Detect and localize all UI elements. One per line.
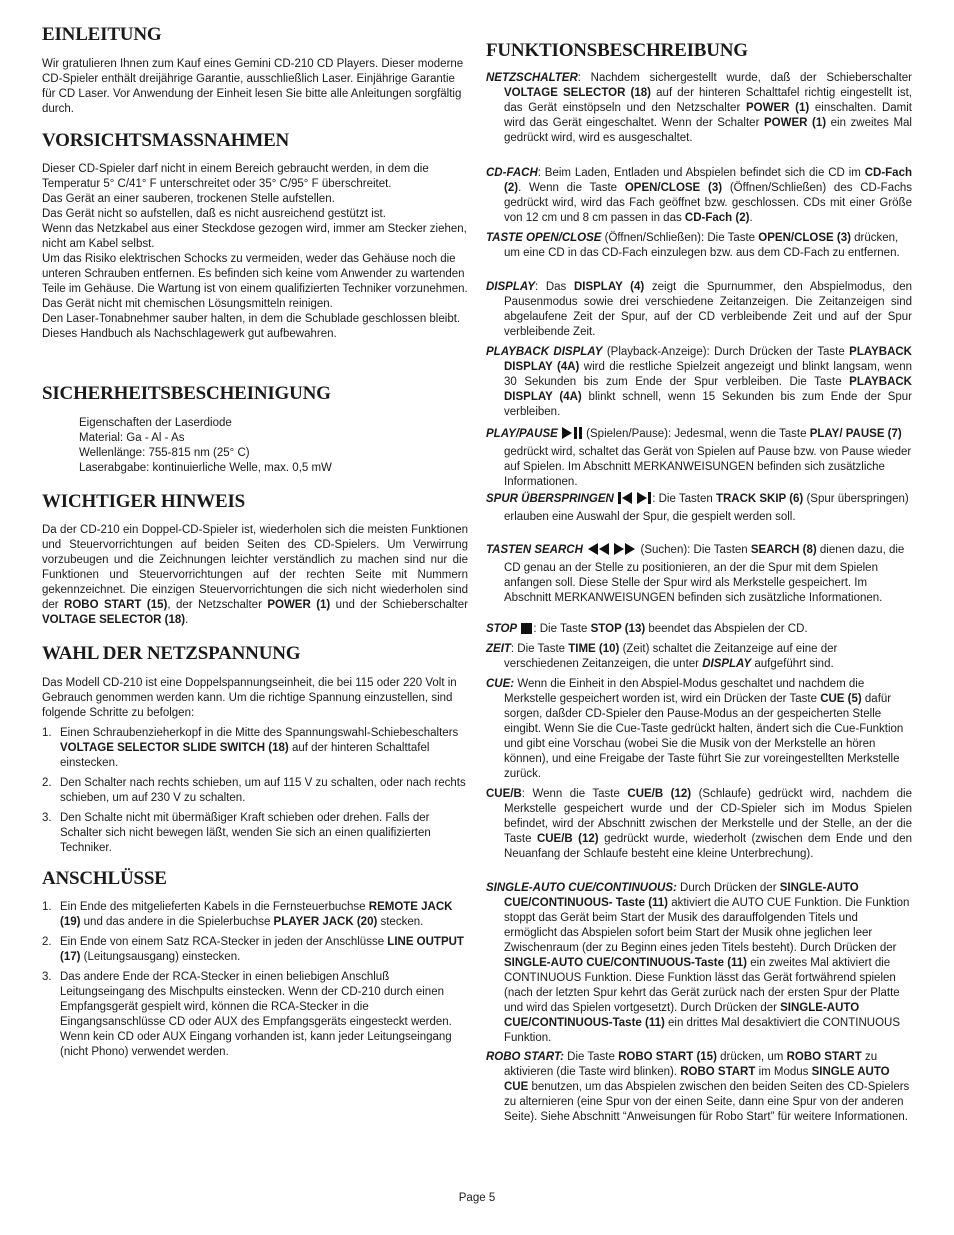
list-item: 2. Den Schalter nach rechts schieben, um auf 115 V zu schalten, oder nach rechts schieben, um auf 230 V zu schalten. [42,777,466,804]
entry-play-pause: PLAY/PAUSE (Spielen/Pause): Jedesmal, wenn die Taste PLAY/ PAUSE (7) gedrückt wird, schaltet das Gerät von Spielen auf Pause bzw. von Pause wieder auf Spielen. Im Abschnitt MERKANWEISUNGEN befinden sich zusätzliche Informationen. [486,428,912,488]
vorsicht-line: Das Gerät nicht so aufstellen, daß es nicht ausreichend gestützt ist. [42,208,386,220]
vorsicht-line: Das Gerät nicht mit chemischen Lösungsmitteln reinigen. [42,298,333,310]
anschluesse-steps [42,900,468,1060]
hinweis-text: Da der CD-210 ein Doppel-CD-Spieler ist, wiederholen sich die meisten Funktionen und Steuervorrichtungen auf beiden Seiten des CD-Spielers. Um Verwirrung vorzubeugen und die Zeichnungen leichter verständlich zu machen sind nur die Funktionen und Steuervorrichtungen auf der rechten Seite mit Nummern gekennzeichnet. Die einzigen Steuervorrichtungen die sich nicht wiederholen sind der ROBO START (15), der Netzschalter POWER (1) und der Schieberschalter VOLTAGE SELECTOR (18). [42,524,468,626]
search-forward-icon [613,542,637,561]
entry-open-close: TASTE OPEN/CLOSE (Öffnen/Schließen): Die Taste OPEN/CLOSE (3) drücken, um eine CD in das CD-Fach einzulegen bzw. aus dem CD-Fach zu entfernen. [486,232,900,259]
skip-forward-icon [636,491,652,510]
entry-netzschalter: NETZSCHALTER: Nachdem sichergestellt wurde, daß der Schieberschalter VOLTAGE SELECTOR (18) auf der hinteren Schalttafel richtig eingestellt ist, das Gerät einstöpseln und den Netzschalter POWER (1) einschalten. Damit wird das Gerät eingeschaltet. Wenn der Schalter POWER (1) ein zweites Mal gedrückt wird, wird es ausgeschaltet. [486,72,912,144]
list-item: 2. Ein Ende von einem Satz RCA-Stecker in jeden der Anschlüsse LINE OUTPUT (17) (Leitungsausgang) einstecken. [42,936,464,963]
entry-cue: CUE: Wenn die Einheit in den Abspiel-Modus geschaltet und nachdem die Merkstelle gespeichert worden ist, wird ein Drücken der Taste CUE (5) dafür sorgen, daßder CD-Spieler den Pause-Modus an der gespeicherten Stelle eingibt. Wenn Sie die Cue-Taste gedrückt halten, ändert sich die Cue-Funktion und gibt eine Vorschau (wobei Sie die Musik von der Merkstelle an hören können), und eine Freigabe der Taste führt Sie zur voreingestellten Merkstelle zurück. [486,678,904,780]
list-item: 3. Das andere Ende der RCA-Stecker in einen beliebigen Anschluß Leitungseingang des Mischpults einstecken. Wenn der CD-210 durch einen Empfangsgerät gespielt wird, können die RCA-Stecker in die Eingangsanschlüsse CD oder AUX des Empfangsgeräts eingesteckt werden. Wenn kein CD oder AUX Eingang vorhanden ist, kann jeder Leitungseingang (nicht Phono) verwendet werden. [42,971,452,1058]
page-number: Page 5 [458,1192,496,1204]
heading-vorsichtsmassnahmen: VORSICHTSMASSNAHMEN [42,130,290,151]
entry-stop: STOP : Die Taste STOP (13) beendet das Abspielen der CD. [486,622,912,640]
entry-display: DISPLAY: Das DISPLAY (4) zeigt die Spurnummer, den Abspielmodus, den Pausenmodus sowie drei verschiedene Zeitanzeigen. Die Zeitanzeigen sind abgelaufene Zeit der Spur, auf der CD verbleibende Zeit und auf der Spur verbleibende Zeit. [486,281,912,338]
list-item: 3. Den Schalte nicht mit übermäßiger Kraft schieben oder drehen. Falls der Schalter sich nicht bewegen läßt, wenden Sie sich an einen qualifizierten Techniker. [42,812,431,854]
entry-cd-fach: CD-FACH: Beim Laden, Entladen und Abspielen befindet sich die CD im CD-Fach (2). Wenn die Taste OPEN/CLOSE (3) (Öffnen/Schließen) des CD-Fachs gedrückt wird, wird das Fach geöffnet bzw. geschlossen. CDs mit einer Größe von 12 cm und 8 cm passen in das CD-Fach (2). [486,167,912,224]
vorsicht-line: Den Laser-Tonabnehmer sauber halten, in dem die Schublade geschlossen bleibt. [42,313,461,325]
entry-spur-ueberspringen: SPUR ÜBERSPRINGEN : Die Tasten TRACK SKIP (6) (Spur überspringen) erlauben eine Auswahl der Spur, die gespielt werden soll. [486,493,909,523]
heading-sicherheitsbescheinigung: SICHERHEITSBESCHEINIGUNG [42,383,331,404]
heading-wahl-der-netzspannung: WAHL DER NETZSPANNUNG [42,643,301,664]
search-back-icon [586,542,610,561]
list-item: 1. Einen Schraubenzieherkopf in die Mitte des Spannungswahl-Schiebeschalters VOLTAGE SELECTOR SLIDE SWITCH (18) auf der hinteren Schalttafel einstecken. [42,727,459,769]
laser-specs: Eigenschaften der Laserdiode Material: Ga - Al - As Wellenlänge: 755-815 nm (25° C) Laserabgabe: kontinuierliche Welle, max. 0,5 mW [79,417,332,474]
entry-single-auto-cue: SINGLE-AUTO CUE/CONTINUOUS: Durch Drücken der SINGLE-AUTO CUE/CONTINUOUS- Taste (11) aktiviert die AUTO CUE Funktion. Die Funktion stoppt das Gerät beim Start der Musik des darauffolgenden Titels und ermöglicht das Abspielen sofort beim Start der Musik ohne jeglichen leer Zwischenraum (der zu Beginn eines jeden Titels besteht). Durch Drücken der SINGLE-AUTO CUE/CONTINUOUS-Taste (11) ein zweites Mal aktiviert die CONTINUOUS Funktion. Diese Funktion lässt das Gerät fortwährend spielen (nach der letzten Spur kehrt das Gerät zurück nach der ersten Spur der Platte und wird das Spielen vortgesetzt). Durch Drücken der SINGLE-AUTO CUE/CONTINUOUS-Taste (11) ein drittes Mal desaktiviert die CONTINUOUS Funktion. [486,882,910,1044]
list-item: 1. Ein Ende des mitgelieferten Kabels in die Fernsteuerbuchse REMOTE JACK (19) und das andere in die Spielerbuchse PLAYER JACK (20) stecken. [42,901,453,928]
entry-robo-start: ROBO START: Die Taste ROBO START (15) drücken, um ROBO START zu aktivieren (die Taste wird blinken). ROBO START im Modus SINGLE AUTO CUE benutzen, um das Abspielen zwischen den beiden Seiten des CD-Spielers zu alternieren (eine Spur von der einen Seite, dann eine Spur von der anderen Seite). Siehe Abschnitt “Anweisungen für Robo Start” für weitere Informationen. [486,1051,910,1123]
heading-anschluesse: ANSCHLÜSSE [42,868,167,889]
vorsicht-line: Dieses Handbuch als Nachschlagewerk gut aufbewahren. [42,328,337,340]
skip-back-icon [617,491,633,510]
entry-cue-b: CUE/B: Wenn die Taste CUE/B (12) (Schlaufe) gedrückt wird, nachdem die Merkstelle gespeichert wurde und der CD-Spieler sich im Modus Spielen befindet, wird der Abschnitt zwischen der Merkstelle und der Stelle, an der die Taste CUE/B (12) gedrückt wurde, wiederholt (zwischen dem Ende und den Neuanfang der Schlaufe besteht eine kleine Unterbrechung). [486,788,912,860]
heading-wichtiger-hinweis: WICHTIGER HINWEIS [42,491,246,512]
vorsicht-line: Wenn das Netzkabel aus einer Steckdose gezogen wird, immer am Stecker ziehen, nicht am Kabel selbst. [42,223,467,250]
spannung-steps [42,726,468,856]
entry-tasten-search: TASTEN SEARCH (Suchen): Die Tasten SEARCH (8) dienen dazu, die CD genau an der Stelle zu positionieren, an der die Spur mit dem Spielen anfangen soll. Diese Stelle der Spur wird als Merkstelle gespeichert. Im Abschnitt MERKANWEISUNGEN befinden sich zusätzliche Informationen. [486,544,905,604]
vorsicht-line: Dieser CD-Spieler darf nicht in einem Bereich gebraucht werden, in dem die Temperatur 5° C/41° F unterschreitet oder 35° C/95° F überschreitet. [42,163,429,190]
spannung-text: Das Modell CD-210 ist eine Doppelspannungseinheit, die bei 115 oder 220 Volt in Gebrauch genommen werden kann. Um die richtige Spannung einzustellen, sind folgende Schritte zu befolgen: 1. Einen Schraubenzieherkopf in die Mitte des Spannungswahl-Schiebeschalters VOLTAGE SELECTOR SLIDE SWITCH (18) auf der hinteren Schalttafel einstecken. 2. Den Schalter nach rechts schieben, um auf 115 V zu schalten, oder nach rechts schieben, um auf 230 V zu schalten. 3. Den Schalte nicht mit übermäßiger Kraft schieben oder drehen. Falls der Schalter sich nicht bewegen läßt, wenden Sie sich an einen qualifizierten Techniker. [42,676,468,861]
entry-playback-display: PLAYBACK DISPLAY (Playback-Anzeige): Durch Drücken der Taste PLAYBACK DISPLAY (4A) wird die restliche Spielzeit angezeigt und blinkt langsam, wenn 30 Sekunden bis zum Ende der Spur verbleiben. Die Taste PLAYBACK DISPLAY (4A) blinkt schnell, wenn 15 Sekunden bis zum Ende der Spur verbleiben. [486,346,912,418]
entry-zeit: ZEIT: Die Taste TIME (10) (Zeit) schaltet die Zeitanzeige auf eine der verschiedenen Zeitanzeigen, die unter DISPLAY aufgeführt sind. [486,643,838,670]
einleitung-text: Wir gratulieren Ihnen zum Kauf eines Gemini CD-210 CD Players. Dieser moderne CD-Spieler enthält dreijährige Garantie, ausschließlich Laser. Einjährige Garantie für CD Laser. Vor Anwendung der Einheit lesen Sie bitte alle Anleitungen sorgfältig durch. [42,58,464,115]
vorsicht-line: Um das Risiko elektrischen Schocks zu vermeiden, weder das Gehäuse noch die unteren Schrauben entfernen. Es befinden sich keine vom Anwender zu wartenden Teile im Gehäuse. Die Wartung ist von einem qualifizierten Techniker vorzunehmen. [42,253,468,295]
vorsicht-text [42,162,468,342]
heading-funktionsbeschreibung: FUNKTIONSBESCHREIBUNG [486,40,748,61]
heading-einleitung: EINLEITUNG [42,24,162,45]
stop-icon [520,622,533,640]
anschluesse-text [42,900,468,1065]
play-pause-icon [561,426,583,445]
vorsicht-line: Das Gerät an einer sauberen, trockenen Stelle aufstellen. [42,193,335,205]
